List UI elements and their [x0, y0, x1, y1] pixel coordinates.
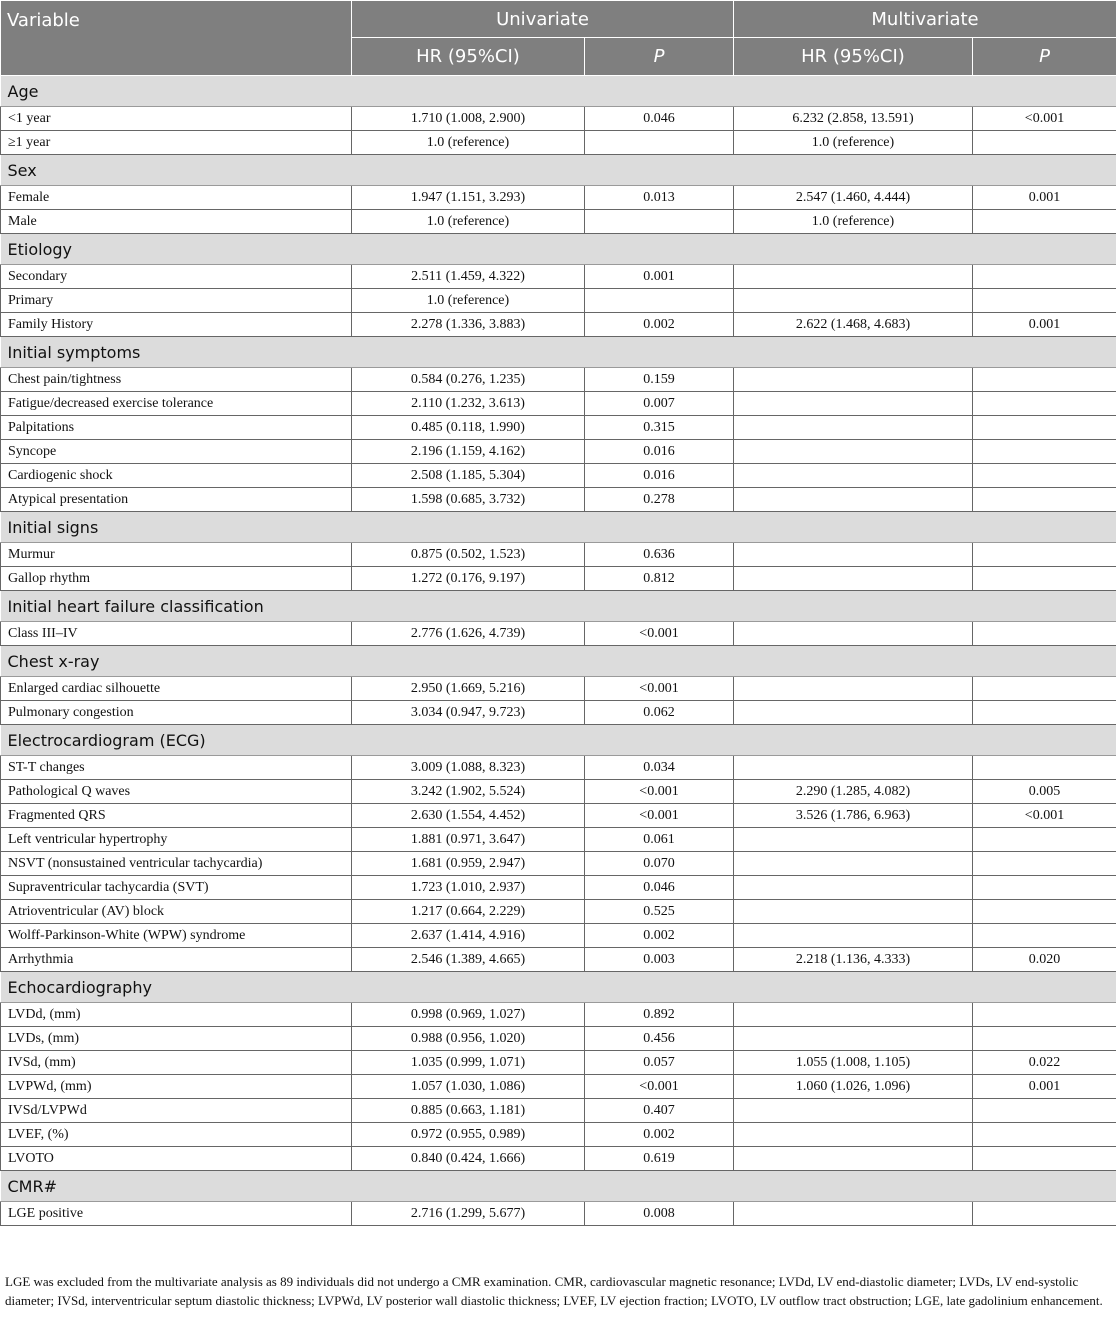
- cell-univariate-hr: 1.057 (1.030, 1.086): [352, 1075, 585, 1099]
- cell-variable: Class III–IV: [1, 622, 352, 646]
- cell-univariate-p: 0.636: [585, 543, 734, 567]
- cell-variable: LVPWd, (mm): [1, 1075, 352, 1099]
- cell-univariate-hr: 2.546 (1.389, 4.665): [352, 948, 585, 972]
- cell-univariate-hr: 3.034 (0.947, 9.723): [352, 701, 585, 725]
- cell-multivariate-hr: 1.060 (1.026, 1.096): [734, 1075, 973, 1099]
- cell-variable: Palpitations: [1, 416, 352, 440]
- cell-multivariate-hr: [734, 543, 973, 567]
- cell-multivariate-p: [973, 210, 1116, 234]
- cell-univariate-hr: 0.840 (0.424, 1.666): [352, 1147, 585, 1171]
- cell-univariate-hr: 1.272 (0.176, 9.197): [352, 567, 585, 591]
- cell-multivariate-p: [973, 828, 1116, 852]
- cell-multivariate-hr: [734, 1027, 973, 1051]
- cell-multivariate-hr: [734, 756, 973, 780]
- table-row: [1, 804, 1116, 828]
- cell-univariate-p: 0.619: [585, 1147, 734, 1171]
- cell-univariate-p: 0.008: [585, 1202, 734, 1226]
- table-row: [1, 416, 1116, 440]
- cell-univariate-hr: 2.196 (1.159, 4.162): [352, 440, 585, 464]
- cell-univariate-p: 0.062: [585, 701, 734, 725]
- cell-variable: NSVT (nonsustained ventricular tachycardia): [1, 852, 352, 876]
- cell-multivariate-p: [973, 289, 1116, 313]
- cell-univariate-hr: 0.998 (0.969, 1.027): [352, 1003, 585, 1027]
- section-title: CMR#: [1, 1171, 1116, 1202]
- cell-variable: LVEF, (%): [1, 1123, 352, 1147]
- cell-univariate-hr: 0.584 (0.276, 1.235): [352, 368, 585, 392]
- cell-multivariate-p: [973, 900, 1116, 924]
- cell-multivariate-hr: [734, 924, 973, 948]
- cell-univariate-hr: 2.508 (1.185, 5.304): [352, 464, 585, 488]
- cell-multivariate-p: [973, 677, 1116, 701]
- table-row: [1, 1003, 1116, 1027]
- header-univariate: Univariate: [352, 1, 734, 38]
- cell-univariate-p: 0.013: [585, 186, 734, 210]
- cell-multivariate-hr: [734, 876, 973, 900]
- cell-variable: Female: [1, 186, 352, 210]
- cell-multivariate-hr: [734, 1147, 973, 1171]
- cell-variable: Atypical presentation: [1, 488, 352, 512]
- cell-multivariate-p: [973, 1027, 1116, 1051]
- cell-univariate-p: 0.016: [585, 464, 734, 488]
- cell-univariate-p: 0.002: [585, 1123, 734, 1147]
- cell-variable: Fragmented QRS: [1, 804, 352, 828]
- cell-univariate-hr: 0.885 (0.663, 1.181): [352, 1099, 585, 1123]
- cell-variable: Wolff-Parkinson-White (WPW) syndrome: [1, 924, 352, 948]
- cell-univariate-p: 0.061: [585, 828, 734, 852]
- cell-univariate-p: 0.034: [585, 756, 734, 780]
- cell-multivariate-hr: [734, 488, 973, 512]
- cell-univariate-p: 0.812: [585, 567, 734, 591]
- cell-univariate-hr: 0.972 (0.955, 0.989): [352, 1123, 585, 1147]
- cell-univariate-hr: 2.776 (1.626, 4.739): [352, 622, 585, 646]
- table-body: [1, 76, 1116, 1226]
- table-row: [1, 543, 1116, 567]
- cell-univariate-p: <0.001: [585, 677, 734, 701]
- cell-multivariate-p: 0.005: [973, 780, 1116, 804]
- table-row: [1, 464, 1116, 488]
- section-title: Echocardiography: [1, 972, 1116, 1003]
- table-row: [1, 131, 1116, 155]
- cell-variable: <1 year: [1, 107, 352, 131]
- cell-multivariate-p: [973, 440, 1116, 464]
- cell-univariate-hr: 1.681 (0.959, 2.947): [352, 852, 585, 876]
- table-row: [1, 1075, 1116, 1099]
- cell-multivariate-hr: [734, 677, 973, 701]
- cell-variable: Supraventricular tachycardia (SVT): [1, 876, 352, 900]
- table-row: [1, 1099, 1116, 1123]
- cell-univariate-hr: 0.988 (0.956, 1.020): [352, 1027, 585, 1051]
- table-footnote: LGE was excluded from the multivariate analysis as 89 individuals did not undergo a CMR examination. CMR, cardiovascular magnetic resonance; LVDd, LV end-diastolic diameter; LVDs, LV end-systolic diameter; IVSd, interventricular septum diastolic thickness; LVPWd, LV posterior wall diastolic thickness; LVEF, LV ejection fraction; LVOTO, LV outflow tract obstruction; LGE, late gadolinium enhancement.: [5, 1274, 1103, 1308]
- table-row: [1, 900, 1116, 924]
- cell-multivariate-hr: [734, 828, 973, 852]
- cell-multivariate-p: [973, 1123, 1116, 1147]
- cell-univariate-hr: 2.110 (1.232, 3.613): [352, 392, 585, 416]
- cell-variable: Chest pain/tightness: [1, 368, 352, 392]
- cell-multivariate-p: [973, 392, 1116, 416]
- cell-univariate-hr: 1.035 (0.999, 1.071): [352, 1051, 585, 1075]
- cell-multivariate-p: 0.001: [973, 313, 1116, 337]
- cell-multivariate-p: [973, 852, 1116, 876]
- cell-univariate-p: 0.046: [585, 876, 734, 900]
- section-header-row: [1, 591, 1116, 622]
- cell-multivariate-p: 0.001: [973, 186, 1116, 210]
- header-univariate-hr: HR (95%CI): [352, 38, 585, 76]
- cell-univariate-p: 0.278: [585, 488, 734, 512]
- table-row: [1, 677, 1116, 701]
- cell-multivariate-hr: [734, 368, 973, 392]
- table-row: [1, 756, 1116, 780]
- cell-univariate-hr: 0.875 (0.502, 1.523): [352, 543, 585, 567]
- cell-multivariate-p: [973, 1147, 1116, 1171]
- cell-multivariate-p: [973, 464, 1116, 488]
- cell-univariate-p: 0.007: [585, 392, 734, 416]
- cell-univariate-p: <0.001: [585, 1075, 734, 1099]
- cell-multivariate-hr: [734, 567, 973, 591]
- cell-multivariate-p: [973, 622, 1116, 646]
- cell-multivariate-hr: 2.622 (1.468, 4.683): [734, 313, 973, 337]
- table-row: [1, 440, 1116, 464]
- cell-univariate-hr: 3.009 (1.088, 8.323): [352, 756, 585, 780]
- cell-variable: Atrioventricular (AV) block: [1, 900, 352, 924]
- cell-variable: LVDs, (mm): [1, 1027, 352, 1051]
- table-row: [1, 622, 1116, 646]
- section-title: Etiology: [1, 234, 1116, 265]
- cell-univariate-hr: 2.716 (1.299, 5.677): [352, 1202, 585, 1226]
- cell-multivariate-hr: 6.232 (2.858, 13.591): [734, 107, 973, 131]
- table-row: [1, 948, 1116, 972]
- cell-multivariate-hr: [734, 1099, 973, 1123]
- table-row: [1, 1123, 1116, 1147]
- header-variable: Variable: [1, 1, 352, 76]
- cell-multivariate-hr: [734, 1202, 973, 1226]
- header-univariate-p: P: [585, 38, 734, 76]
- cell-univariate-p: 0.046: [585, 107, 734, 131]
- cell-multivariate-hr: [734, 464, 973, 488]
- header-multivariate-hr: HR (95%CI): [734, 38, 973, 76]
- cell-multivariate-p: <0.001: [973, 804, 1116, 828]
- cell-variable: Gallop rhythm: [1, 567, 352, 591]
- cell-univariate-hr: 1.881 (0.971, 3.647): [352, 828, 585, 852]
- cell-univariate-hr: 2.278 (1.336, 3.883): [352, 313, 585, 337]
- cell-multivariate-p: [973, 876, 1116, 900]
- cell-multivariate-hr: 1.055 (1.008, 1.105): [734, 1051, 973, 1075]
- cell-variable: ST-T changes: [1, 756, 352, 780]
- cell-multivariate-hr: [734, 1003, 973, 1027]
- cell-univariate-hr: 2.950 (1.669, 5.216): [352, 677, 585, 701]
- section-header-row: [1, 1171, 1116, 1202]
- cell-univariate-p: [585, 210, 734, 234]
- cell-univariate-p: 0.159: [585, 368, 734, 392]
- section-header-row: [1, 646, 1116, 677]
- table-row: [1, 392, 1116, 416]
- section-title: Initial heart failure classification: [1, 591, 1116, 622]
- cell-multivariate-hr: 1.0 (reference): [734, 210, 973, 234]
- cell-multivariate-hr: 2.547 (1.460, 4.444): [734, 186, 973, 210]
- table-row: [1, 924, 1116, 948]
- cell-univariate-p: [585, 289, 734, 313]
- cell-univariate-hr: 1.0 (reference): [352, 289, 585, 313]
- section-header-row: [1, 337, 1116, 368]
- cell-multivariate-p: [973, 701, 1116, 725]
- cell-multivariate-p: 0.020: [973, 948, 1116, 972]
- cell-univariate-p: 0.070: [585, 852, 734, 876]
- cell-multivariate-hr: [734, 1123, 973, 1147]
- cell-univariate-p: 0.002: [585, 313, 734, 337]
- section-title: Sex: [1, 155, 1116, 186]
- cell-variable: Arrhythmia: [1, 948, 352, 972]
- cell-variable: LVOTO: [1, 1147, 352, 1171]
- cell-univariate-hr: 1.0 (reference): [352, 210, 585, 234]
- cell-variable: Enlarged cardiac silhouette: [1, 677, 352, 701]
- cell-univariate-hr: 2.637 (1.414, 4.916): [352, 924, 585, 948]
- table-row: [1, 210, 1116, 234]
- cell-multivariate-p: [973, 543, 1116, 567]
- section-header-row: [1, 155, 1116, 186]
- table-row: [1, 186, 1116, 210]
- cell-multivariate-p: [973, 1003, 1116, 1027]
- cell-univariate-p: 0.001: [585, 265, 734, 289]
- cell-univariate-hr: 1.723 (1.010, 2.937): [352, 876, 585, 900]
- cell-univariate-p: <0.001: [585, 622, 734, 646]
- table-row: [1, 313, 1116, 337]
- table-row: [1, 1051, 1116, 1075]
- table-row: [1, 107, 1116, 131]
- cell-multivariate-hr: [734, 900, 973, 924]
- cell-multivariate-hr: [734, 622, 973, 646]
- cell-multivariate-p: [973, 131, 1116, 155]
- table-row: [1, 780, 1116, 804]
- cell-variable: ≥1 year: [1, 131, 352, 155]
- section-title: Age: [1, 76, 1116, 107]
- cell-multivariate-hr: 3.526 (1.786, 6.963): [734, 804, 973, 828]
- table-row: [1, 368, 1116, 392]
- cell-multivariate-p: [973, 1202, 1116, 1226]
- cell-univariate-hr: 2.630 (1.554, 4.452): [352, 804, 585, 828]
- cell-multivariate-p: [973, 368, 1116, 392]
- cell-univariate-hr: 1.710 (1.008, 2.900): [352, 107, 585, 131]
- cell-multivariate-p: [973, 265, 1116, 289]
- cell-multivariate-hr: 1.0 (reference): [734, 131, 973, 155]
- cell-multivariate-p: 0.022: [973, 1051, 1116, 1075]
- table-header: [1, 1, 1116, 76]
- cell-univariate-p: [585, 131, 734, 155]
- cell-variable: Murmur: [1, 543, 352, 567]
- cell-multivariate-p: [973, 567, 1116, 591]
- section-header-row: [1, 725, 1116, 756]
- section-header-row: [1, 972, 1116, 1003]
- cell-multivariate-hr: [734, 701, 973, 725]
- cell-univariate-hr: 1.0 (reference): [352, 131, 585, 155]
- cell-multivariate-hr: [734, 440, 973, 464]
- table-row: [1, 488, 1116, 512]
- cell-multivariate-p: [973, 1099, 1116, 1123]
- table-row: [1, 1147, 1116, 1171]
- cell-multivariate-hr: 2.290 (1.285, 4.082): [734, 780, 973, 804]
- cell-variable: Syncope: [1, 440, 352, 464]
- cell-univariate-hr: 3.242 (1.902, 5.524): [352, 780, 585, 804]
- cell-variable: IVSd, (mm): [1, 1051, 352, 1075]
- cell-variable: Left ventricular hypertrophy: [1, 828, 352, 852]
- section-title: Chest x-ray: [1, 646, 1116, 677]
- section-header-row: [1, 76, 1116, 107]
- table-row: [1, 1027, 1116, 1051]
- table-row: [1, 701, 1116, 725]
- cell-univariate-hr: 2.511 (1.459, 4.322): [352, 265, 585, 289]
- cell-multivariate-p: 0.001: [973, 1075, 1116, 1099]
- header-multivariate-p: P: [973, 38, 1116, 76]
- cell-multivariate-hr: [734, 392, 973, 416]
- cell-univariate-p: 0.407: [585, 1099, 734, 1123]
- section-header-row: [1, 512, 1116, 543]
- section-title: Electrocardiogram (ECG): [1, 725, 1116, 756]
- cell-variable: Primary: [1, 289, 352, 313]
- cell-univariate-hr: 1.598 (0.685, 3.732): [352, 488, 585, 512]
- cell-multivariate-hr: [734, 289, 973, 313]
- section-header-row: [1, 234, 1116, 265]
- cell-univariate-p: <0.001: [585, 780, 734, 804]
- cell-multivariate-p: [973, 924, 1116, 948]
- cell-univariate-p: 0.525: [585, 900, 734, 924]
- table-row: [1, 852, 1116, 876]
- cell-multivariate-p: <0.001: [973, 107, 1116, 131]
- header-multivariate: Multivariate: [734, 1, 1116, 38]
- section-title: Initial signs: [1, 512, 1116, 543]
- cell-variable: Secondary: [1, 265, 352, 289]
- cell-multivariate-p: [973, 416, 1116, 440]
- cell-variable: LGE positive: [1, 1202, 352, 1226]
- cell-univariate-p: 0.057: [585, 1051, 734, 1075]
- cell-multivariate-hr: [734, 852, 973, 876]
- cell-univariate-hr: 1.217 (0.664, 2.229): [352, 900, 585, 924]
- cell-variable: Pathological Q waves: [1, 780, 352, 804]
- cell-univariate-p: <0.001: [585, 804, 734, 828]
- cell-univariate-p: 0.315: [585, 416, 734, 440]
- table-row: [1, 265, 1116, 289]
- cell-multivariate-hr: [734, 416, 973, 440]
- cell-multivariate-p: [973, 488, 1116, 512]
- cell-multivariate-hr: 2.218 (1.136, 4.333): [734, 948, 973, 972]
- cell-univariate-p: 0.456: [585, 1027, 734, 1051]
- cell-variable: Fatigue/decreased exercise tolerance: [1, 392, 352, 416]
- cell-univariate-hr: 0.485 (0.118, 1.990): [352, 416, 585, 440]
- table-row: [1, 828, 1116, 852]
- table-row: [1, 1202, 1116, 1226]
- table-row: [1, 289, 1116, 313]
- cell-univariate-p: 0.002: [585, 924, 734, 948]
- section-title: Initial symptoms: [1, 337, 1116, 368]
- cell-univariate-p: 0.016: [585, 440, 734, 464]
- cell-multivariate-p: [973, 756, 1116, 780]
- cell-variable: Family History: [1, 313, 352, 337]
- table-row: [1, 567, 1116, 591]
- cell-univariate-hr: 1.947 (1.151, 3.293): [352, 186, 585, 210]
- cell-variable: Pulmonary congestion: [1, 701, 352, 725]
- cell-univariate-p: 0.892: [585, 1003, 734, 1027]
- cell-univariate-p: 0.003: [585, 948, 734, 972]
- cell-variable: LVDd, (mm): [1, 1003, 352, 1027]
- cell-variable: Cardiogenic shock: [1, 464, 352, 488]
- cell-multivariate-hr: [734, 265, 973, 289]
- cell-variable: Male: [1, 210, 352, 234]
- table-row: [1, 876, 1116, 900]
- cell-variable: IVSd/LVPWd: [1, 1099, 352, 1123]
